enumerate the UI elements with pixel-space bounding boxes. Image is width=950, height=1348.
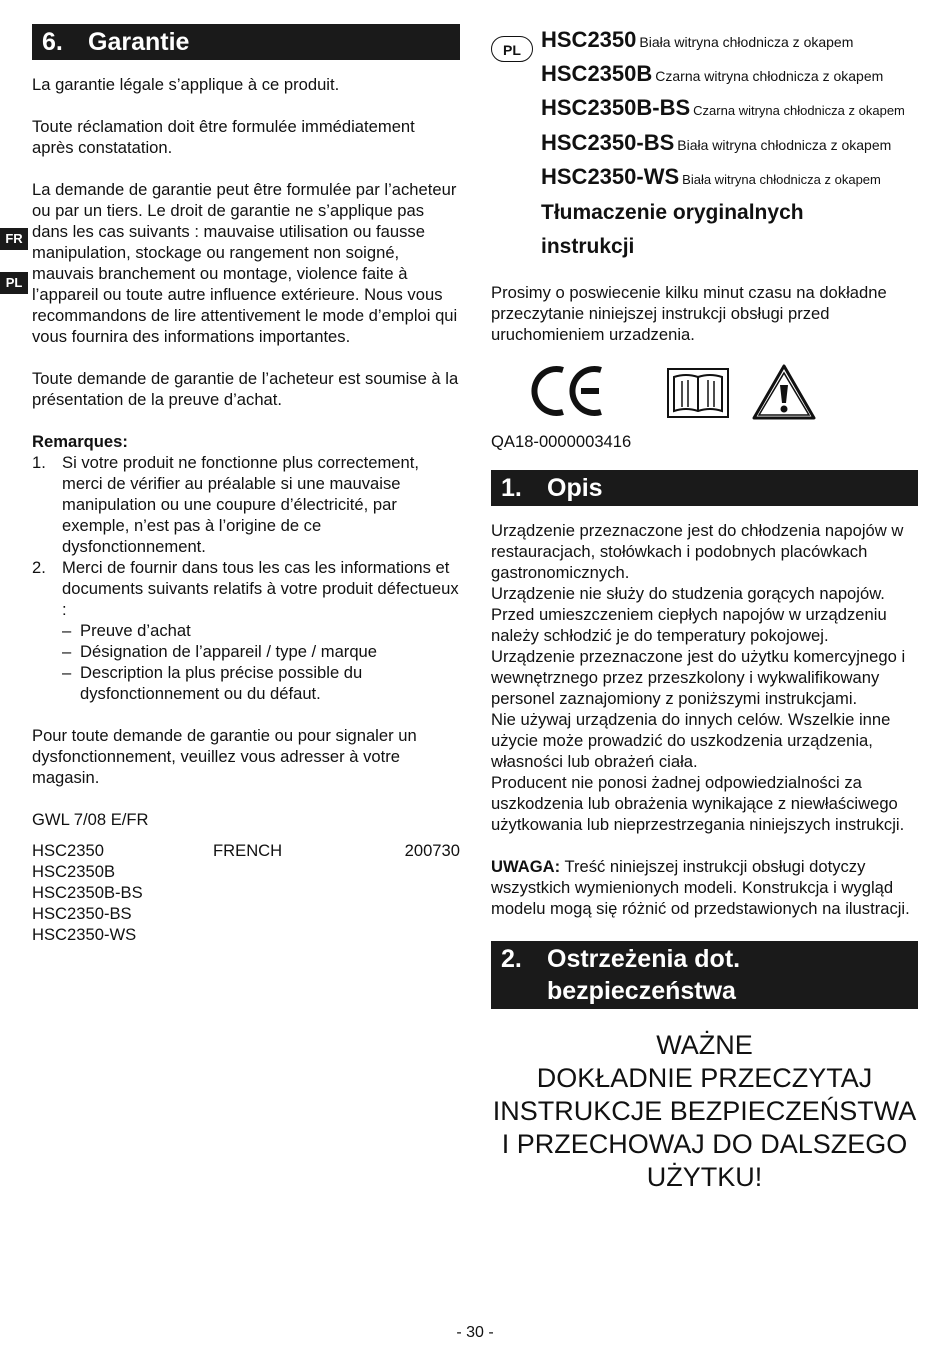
uwaga-text: Treść niniejszej instrukcji obsługi dotyczy wszystkich wymienionych modeli. Konstrukcja i wygląd modelu mogą się różnić od przedstawionych na ilustracji.: [491, 857, 910, 918]
model-title-line: [541, 127, 918, 161]
doc-code: 200730: [404, 841, 460, 860]
warning-line: DOKŁADNIE PRZECZYTAJ: [536, 1063, 873, 1093]
paragraph: Producent nie ponosi żadnej odpowiedzialności za uszkodzenia lub obrażenia wynikające z niewłaściwego użytkowania lub nieprzestrzegania niniejszych instrukcji.: [491, 773, 905, 834]
lang-tab-pl: PL: [0, 272, 28, 294]
heading-number: 6.: [42, 28, 63, 56]
paragraph: Urządzenie przeznaczone jest do użytku komercyjnego i wewnętrznego przez przeszkolony i wykwalifikowany personel zaznajomiony z poniższymi instrukcjami.: [491, 647, 906, 708]
safety-warning-text: [491, 1029, 918, 1194]
model-name: HSC2350B-BS: [32, 883, 143, 902]
intro-paragraph: Prosimy o poswiecenie kilku minut czasu na dokładne przeczytanie niniejszej instrukcji obsługi przed uruchomieniem urzadzenia.: [491, 283, 887, 344]
ce-mark-icon: [531, 365, 607, 417]
uwaga-label: UWAGA:: [491, 857, 561, 876]
heading-title-line: Ostrzeżenia dot.: [547, 945, 741, 973]
list-text: Si votre produit ne fonctionne plus correctement, merci de vérifier au préalable si une mauvaise manipulation ou une coupure d’électricité, par exemple, n’est pas à l’origine de ce dysfonctionnement.: [62, 453, 419, 556]
dash-text: Preuve d’achat: [80, 621, 191, 640]
model-desc: Czarna witryna chłodnicza z okapem: [693, 103, 905, 118]
paragraph: Toute demande de garantie de l’acheteur est soumise à la présentation de la preuve d’achat.: [32, 369, 459, 409]
list-item: [32, 452, 460, 557]
paragraph: La demande de garantie peut être formulée par l’acheteur ou par un tiers. Le droit de garantie ne s’applique pas dans les cas suivants : mauvaise utilisation ou fausse manipulation, stockage ou rangement non soigné, mauvais branchement ou montage, violence faite à l’appareil ou toute autre influence extérieure. Nous vous recommandons de lire attentivement le mode d’emploi qui vous fournira des informations importantes.: [32, 180, 458, 346]
model-title-line: [541, 92, 918, 127]
model-desc: Biała witryna chłodnicza z okapem: [639, 34, 854, 50]
page-number: - 30 -: [456, 1324, 494, 1341]
heading-title: Garantie: [88, 28, 190, 56]
remarks-title: Remarques:: [32, 432, 128, 451]
dash-text: Désignation de l’appareil / type / marque: [80, 642, 378, 661]
warning-line: WAŻNE: [656, 1030, 753, 1060]
dash-list: [62, 620, 460, 704]
model-title-line: [541, 24, 918, 58]
model-desc: Czarna witryna chłodnicza z okapem: [655, 68, 884, 84]
gwl-code: GWL 7/08 E/FR: [32, 810, 149, 829]
paragraph: Toute réclamation doit être formulée immédiatement après constatation.: [32, 117, 415, 157]
model-name: HSC2350-BS: [541, 130, 675, 155]
section-heading-safety: [491, 941, 918, 1009]
model-name: HSC2350B: [541, 61, 653, 86]
paragraph: La garantie légale s’applique à ce produit.: [32, 75, 340, 94]
paragraph: Nie używaj urządzenia do innych celów. Wszelkie inne użycie może prowadzić do uszkodzenia urządzenia, własności lub obrażeń ciała.: [491, 710, 891, 771]
model-desc: Biała witryna chłodnicza z okapem: [682, 172, 881, 187]
model-language-row: [32, 840, 460, 861]
model-name: HSC2350-WS: [32, 925, 137, 944]
model-title-block: [541, 24, 918, 264]
heading-title: Opis: [547, 474, 603, 502]
section-heading-opis: [491, 470, 918, 506]
warning-line: INSTRUKCJE BEZPIECZEŃSTWA: [492, 1096, 917, 1126]
heading-number: 2.: [501, 945, 522, 973]
heading-number: 1.: [501, 474, 522, 502]
warning-line: UŻYTKU!: [646, 1162, 763, 1192]
language-label: FRENCH: [213, 841, 283, 860]
translation-note: Tłumaczenie oryginalnych: [541, 201, 804, 224]
model-desc: Biała witryna chłodnicza z okapem: [677, 137, 892, 153]
right-column: [491, 24, 918, 1194]
uwaga-note: [491, 856, 918, 919]
model-title-line: [541, 161, 918, 196]
model-name: HSC2350-BS: [32, 904, 132, 923]
dash-item: – Désignation de l’appareil / type / marque: [62, 642, 378, 661]
model-title-line: [541, 58, 918, 92]
left-column: [32, 24, 460, 945]
heading-title-line: bezpieczeństwa: [547, 977, 736, 1005]
certification-icons: [491, 357, 918, 431]
heading-title: [547, 943, 740, 1007]
list-text: Merci de fournir dans tous les cas les informations et documents suivants relatifs à votre produit défectueux :: [62, 558, 459, 619]
model-name: HSC2350: [32, 841, 104, 860]
remarks-list: [32, 452, 460, 704]
paragraph: Urządzenie przeznaczone jest do chłodzenia napojów w restauracjach, stołówkach i podobnych placówkach gastronomicznych.: [491, 521, 904, 582]
dash-text: Description la plus précise possible du dysfonctionnement ou du défaut.: [80, 663, 363, 703]
model-name: HSC2350B-BS: [541, 95, 691, 120]
list-item: [32, 557, 460, 704]
pl-language-badge: PL: [491, 36, 533, 62]
dash-item: – Description la plus précise possible du dysfonctionnement ou du défaut.: [62, 662, 460, 704]
list-number: 2.: [32, 558, 46, 577]
paragraph: Pour toute demande de garantie ou pour signaler un dysfonctionnement, veuillez vous adresser à votre magasin.: [32, 726, 417, 787]
lang-tab-fr: FR: [0, 228, 28, 250]
warning-line: I PRZECHOWAJ DO DALSZEGO: [501, 1129, 908, 1159]
paragraph: Urządzenie nie służy do studzenia gorących napojów. Przed umieszczeniem ciepłych napojów w urządzeniu należy schłodzić je do temperatury pokojowej.: [491, 584, 887, 645]
model-name: HSC2350B: [32, 862, 116, 881]
section-heading-garantie: [32, 24, 460, 60]
model-name: HSC2350: [541, 27, 637, 52]
manual-book-icon: [666, 367, 730, 419]
model-name: HSC2350-WS: [541, 164, 680, 189]
dash-item: – Preuve d’achat: [62, 621, 191, 640]
warning-triangle-icon: [751, 363, 817, 421]
qa-code: QA18-0000003416: [491, 432, 632, 451]
list-number: 1.: [32, 453, 46, 472]
translation-note: instrukcji: [541, 235, 635, 258]
